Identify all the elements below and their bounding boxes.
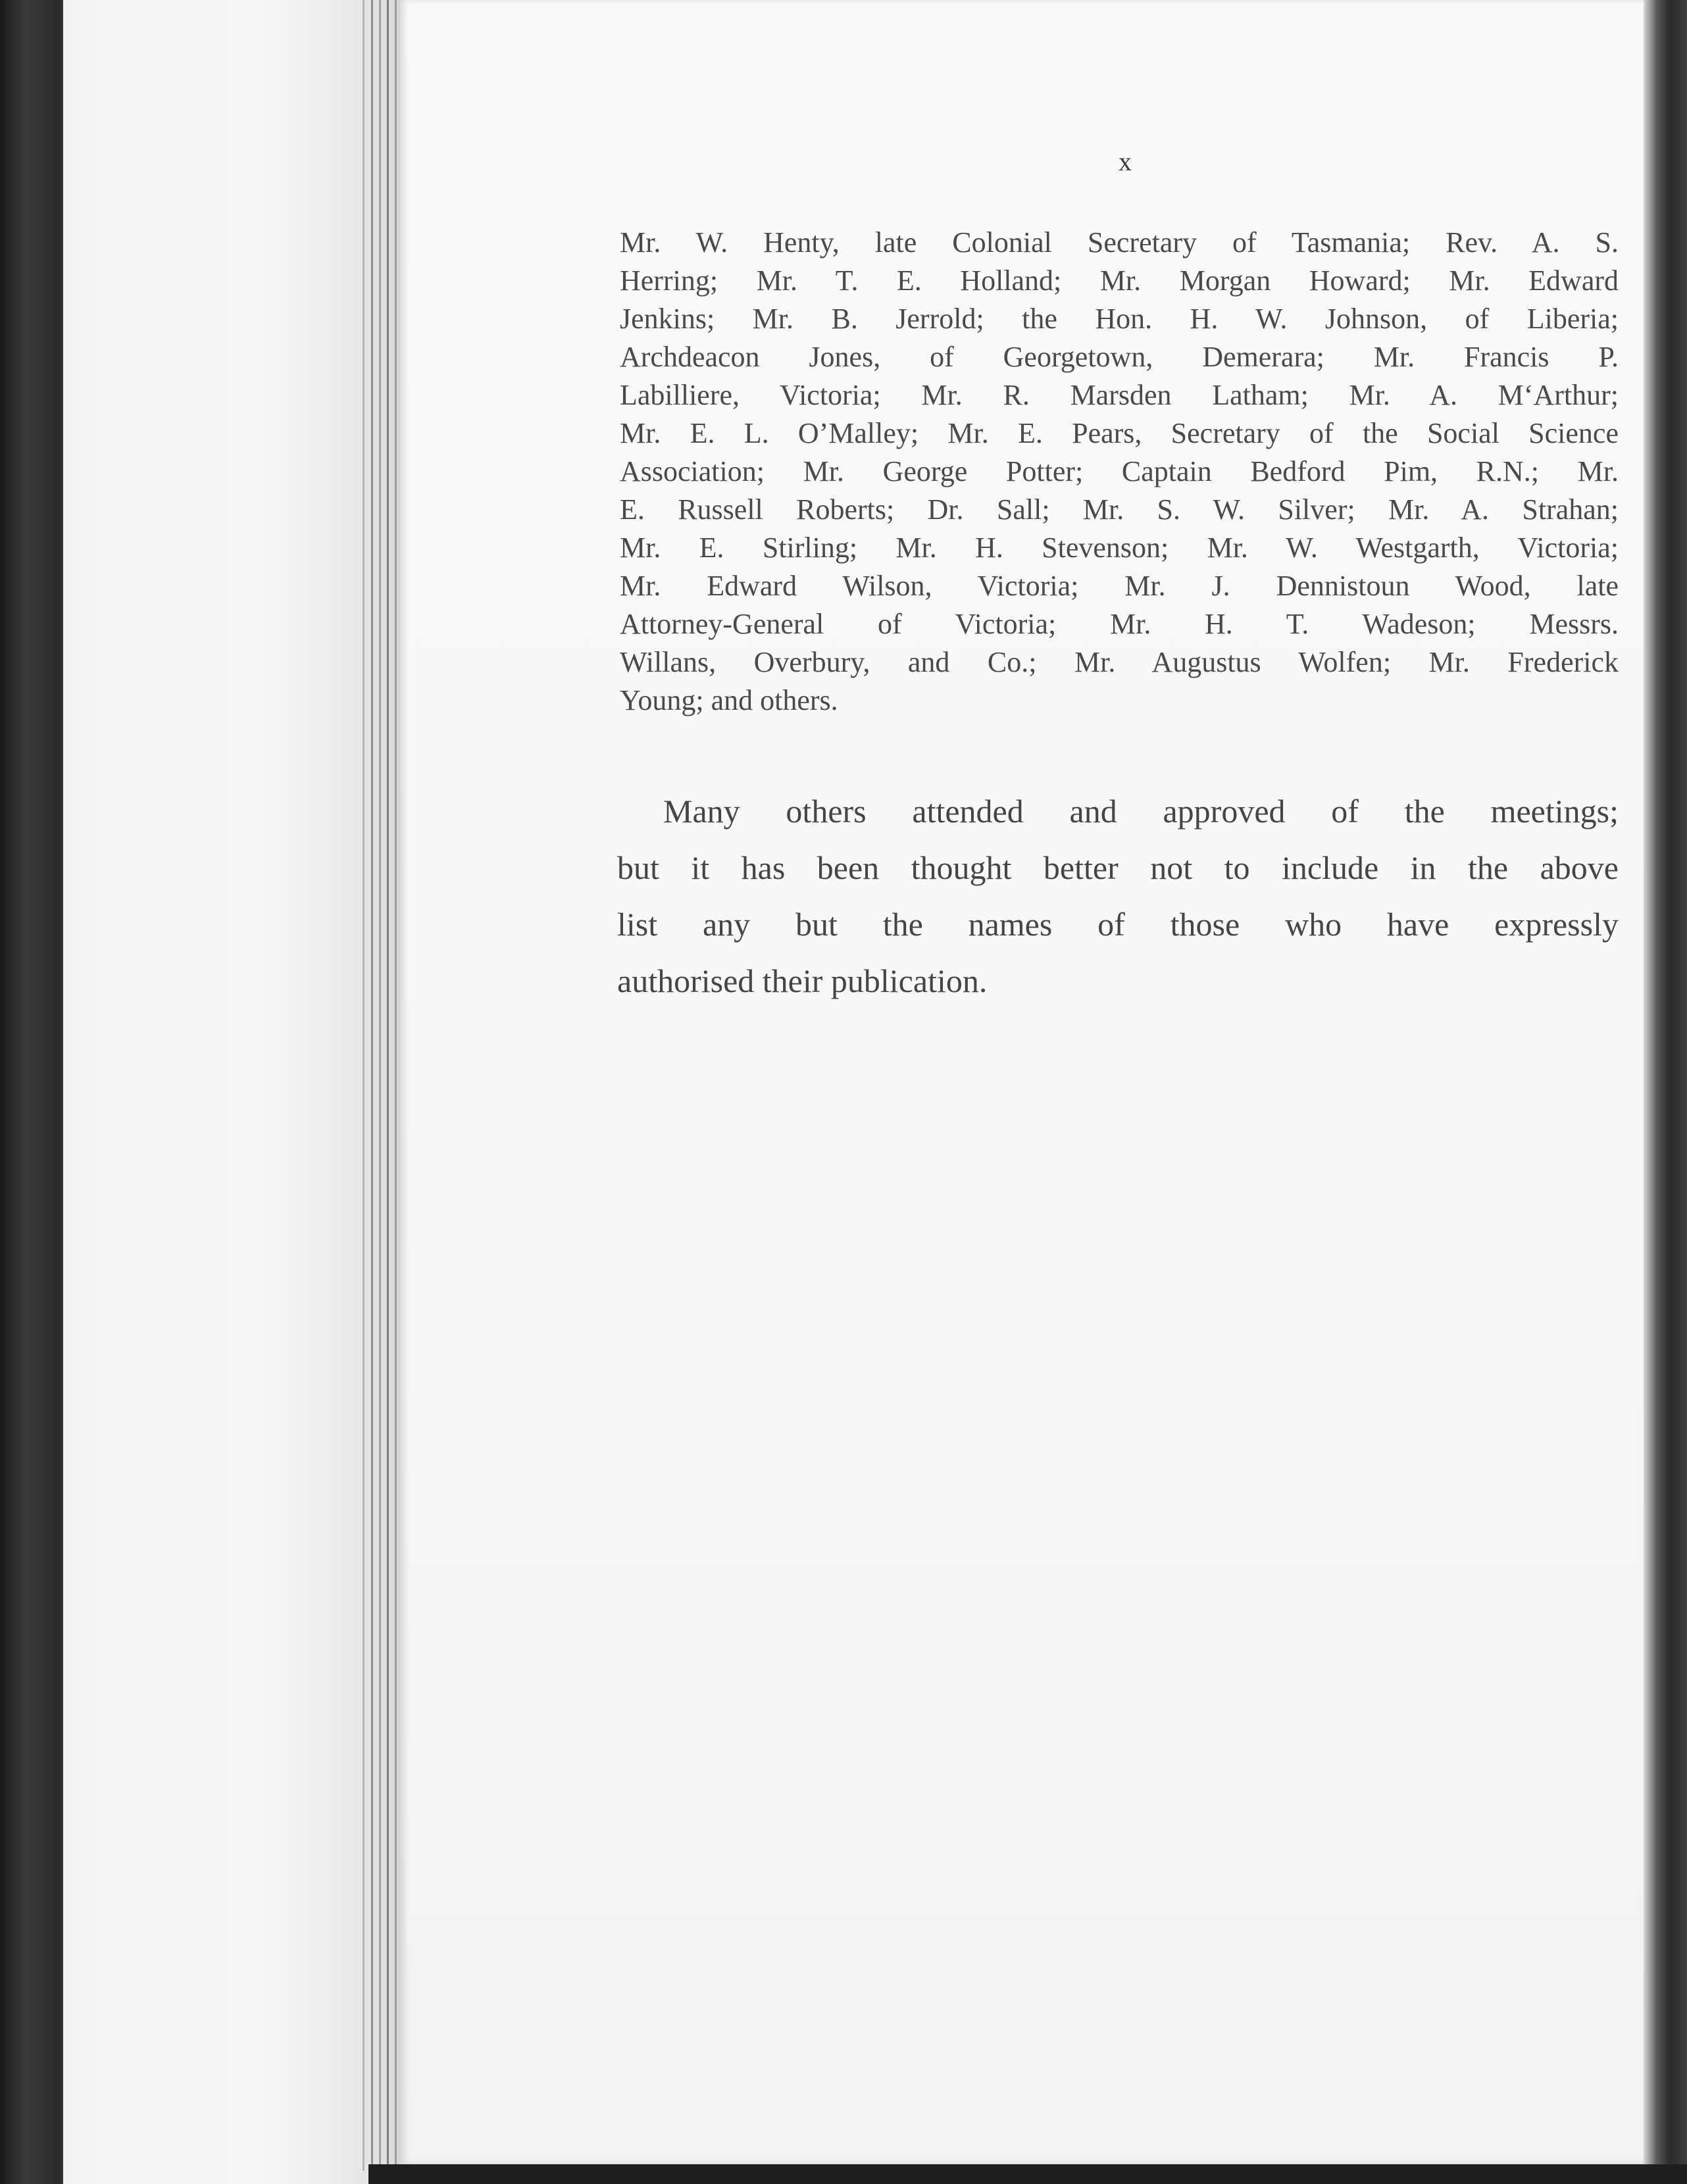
paragraph-line: Labilliere, Victoria; Mr. R. Marsden Latham; Mr. A. M‘Arthur; xyxy=(620,379,1619,411)
page-number: x xyxy=(1119,147,1132,176)
paragraph-line: Young; and others. xyxy=(620,684,838,716)
page-edge-line xyxy=(387,0,389,2171)
paragraph-line: Attorney-General of Victoria; Mr. H. T. Wadeson; Messrs. xyxy=(620,608,1619,640)
page-stack-edge xyxy=(63,0,405,2184)
right-scan-edge xyxy=(1644,0,1687,2184)
page-edge-line xyxy=(363,0,365,2171)
bottom-scan-edge xyxy=(368,2164,1687,2184)
paragraph-line: Many others attended and approved of the meetings; xyxy=(663,793,1619,830)
paragraph-line: Jenkins; Mr. B. Jerrold; the Hon. H. W. Johnson, of Liberia; xyxy=(620,303,1619,335)
paragraph-line: Association; Mr. George Potter; Captain Bedford Pim, R.N.; Mr. xyxy=(620,455,1619,487)
paragraph-line: Willans, Overbury, and Co.; Mr. Augustus Wolfen; Mr. Frederick xyxy=(620,646,1619,678)
paragraph-line: list any but the names of those who have expressly xyxy=(617,906,1619,943)
paragraph-line: Mr. W. Henty, late Colonial Secretary of Tasmania; Rev. A. S. xyxy=(620,226,1619,259)
paragraph-line: authorised their publication. xyxy=(617,962,988,999)
paragraph-line: E. Russell Roberts; Dr. Sall; Mr. S. W. Silver; Mr. A. Strahan; xyxy=(620,493,1619,526)
paragraph-line: Archdeacon Jones, of Georgetown, Demerara; Mr. Francis P. xyxy=(620,341,1619,373)
paragraph-line: Mr. E. L. O’Malley; Mr. E. Pears, Secretary of the Social Science xyxy=(620,417,1619,449)
page-edge-line xyxy=(371,0,373,2171)
names-paragraph xyxy=(620,224,1619,720)
note-paragraph xyxy=(617,783,1619,1009)
page-edge-line xyxy=(395,0,397,2171)
paragraph-line: Mr. E. Stirling; Mr. H. Stevenson; Mr. W. Westgarth, Victoria; xyxy=(620,532,1619,564)
paragraph-line: Mr. Edward Wilson, Victoria; Mr. J. Dennistoun Wood, late xyxy=(620,570,1619,602)
page-edge-line xyxy=(379,0,381,2171)
paragraph-line: Herring; Mr. T. E. Holland; Mr. Morgan Howard; Mr. Edward xyxy=(620,264,1619,297)
paragraph-line: but it has been thought better not to include in the above xyxy=(617,849,1619,886)
